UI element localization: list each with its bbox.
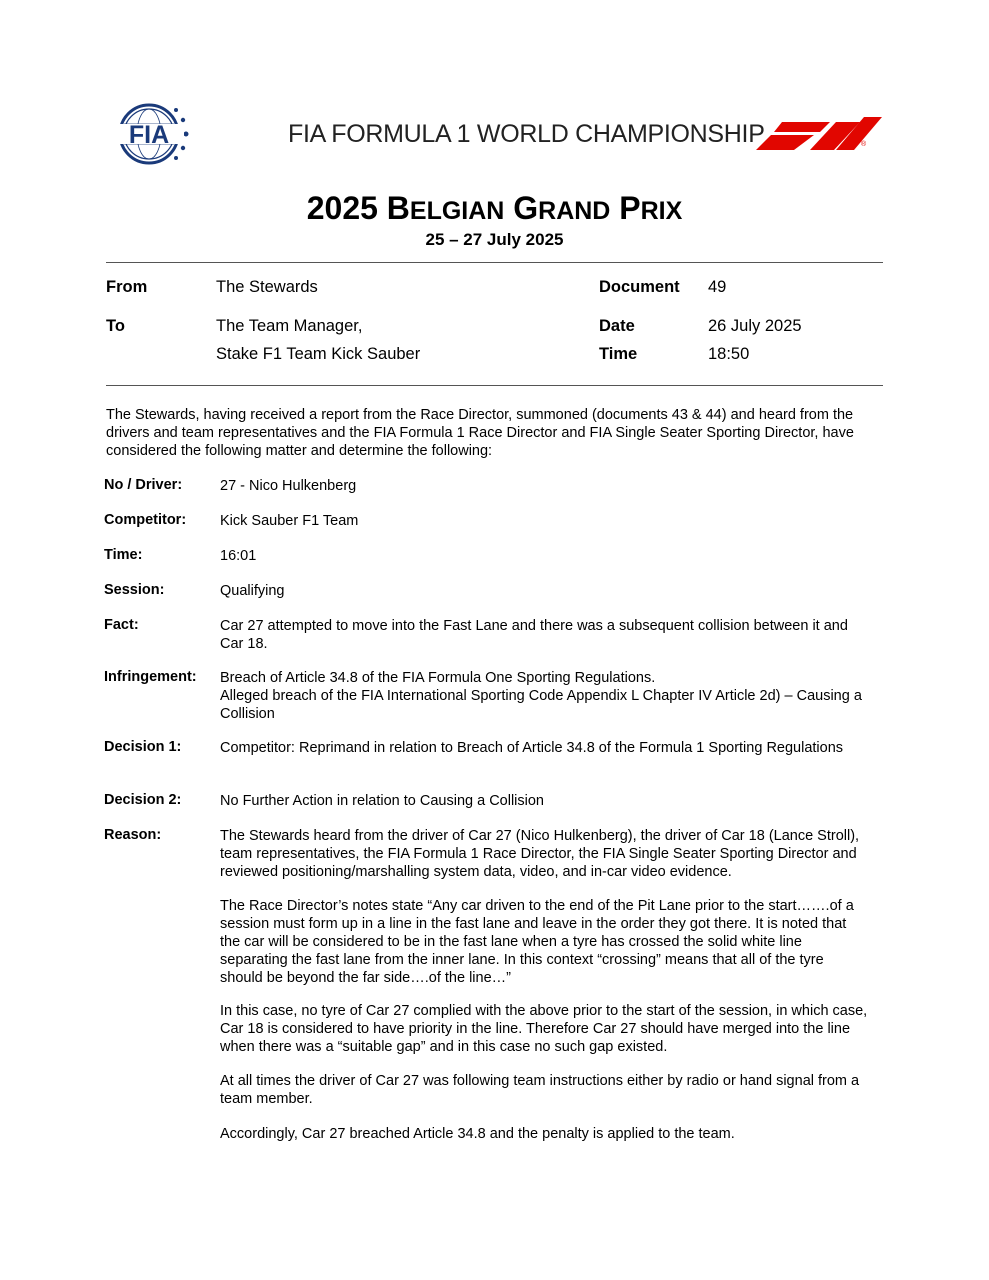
competitor-value: Kick Sauber F1 Team (220, 513, 359, 529)
driver-value: 27 - Nico Hulkenberg (220, 478, 357, 494)
incident-time-label: Time: (104, 547, 143, 563)
event-dates: 25 – 27 July 2025 (425, 230, 564, 249)
reason-paragraph: The Stewards heard from the driver of Car 27 (Nico Hulkenberg), the driver of Car 18 (Lance Stroll), team representatives, the FIA Formula 1 Race Director, the FIA Single Seater Sporting Director and reviewed positioning/marshalling system data, video, and in-car video evidence. (220, 828, 860, 880)
infringement-label: Infringement: (104, 669, 197, 685)
svg-text:FIA: FIA (128, 121, 170, 149)
championship-title: FIA FORMULA 1 WORLD CHAMPIONSHIP (288, 120, 765, 148)
divider (106, 385, 883, 386)
divider (106, 262, 883, 263)
infringement-line: Breach of Article 34.8 of the FIA Formula One Sporting Regulations. (220, 670, 656, 686)
reason-label: Reason: (104, 827, 162, 843)
registered-mark: ® (861, 141, 867, 148)
document-value: 49 (708, 278, 727, 296)
fia-logo (106, 102, 194, 166)
to-value-line1: The Team Manager, (216, 317, 363, 335)
fact-label: Fact: (104, 617, 139, 633)
decision1-label: Decision 1: (104, 739, 182, 755)
infringement-line: Alleged breach of the FIA International Sporting Code Appendix L Chapter IV Article 2d) – Causing a Collision (220, 688, 862, 722)
reason-paragraph: At all times the driver of Car 27 was following team instructions either by radio or hand signal from a team member. (220, 1073, 860, 1107)
time-label: Time (599, 345, 638, 363)
time-value: 18:50 (708, 345, 750, 363)
competitor-label: Competitor: (104, 512, 187, 528)
reason-paragraph: In this case, no tyre of Car 27 complied with the above prior to the start of the session, in which case, Car 18 is considered to have priority in the line. Therefore Car 27 should have merged into the line when there was a “suitable gap” and in this case no such gap existed. (220, 1003, 868, 1055)
reason-paragraph: Accordingly, Car 27 breached Article 34.8 and the penalty is applied to the team. (220, 1126, 735, 1142)
intro-paragraph: The Stewards, having received a report from the Race Director, summoned (documents 43 & 44) and heard from the drivers and team representatives and the FIA Formula 1 Race Director and FIA Single Seater Sporting Director, have considered the following matter and determine the following: (106, 407, 854, 459)
title-word: PRIX (619, 190, 683, 226)
fact-value: Car 27 attempted to move into the Fast Lane and there was a subsequent collision between it and Car 18. (220, 618, 848, 652)
to-label: To (106, 317, 125, 335)
reason-paragraph: The Race Director’s notes state “Any car driven to the end of the Pit Lane prior to the start…….of a session must form up in a line in the fast lane and leave in the order they got there. It is noted that the car will be considered to be in the fast lane when a tyre has crossed the solid white line separating the fast lane from the inner lane. In this context “crossing” means that all of the tyre should be beyond the far side….of the line…” (220, 898, 854, 986)
from-value: The Stewards (216, 278, 318, 296)
document-label: Document (599, 278, 680, 296)
date-value: 26 July 2025 (708, 317, 802, 335)
from-label: From (106, 278, 148, 296)
title-word: GRAND (513, 190, 611, 226)
session-value: Qualifying (220, 583, 285, 599)
title-year: 2025 (306, 190, 378, 226)
decision2-label: Decision 2: (104, 792, 182, 808)
date-label: Date (599, 317, 635, 335)
driver-label: No / Driver: (104, 477, 183, 493)
decision1-value: Competitor: Reprimand in relation to Breach of Article 34.8 of the Formula 1 Sporting Regulations (220, 740, 844, 756)
session-label: Session: (104, 582, 165, 598)
title-word: BELGIAN (386, 190, 505, 226)
infringement-value (220, 669, 868, 723)
decision2-value: No Further Action in relation to Causing a Collision (220, 793, 544, 809)
document-title (0, 190, 989, 227)
to-value-line2: Stake F1 Team Kick Sauber (216, 345, 421, 363)
incident-time-value: 16:01 (220, 548, 257, 564)
